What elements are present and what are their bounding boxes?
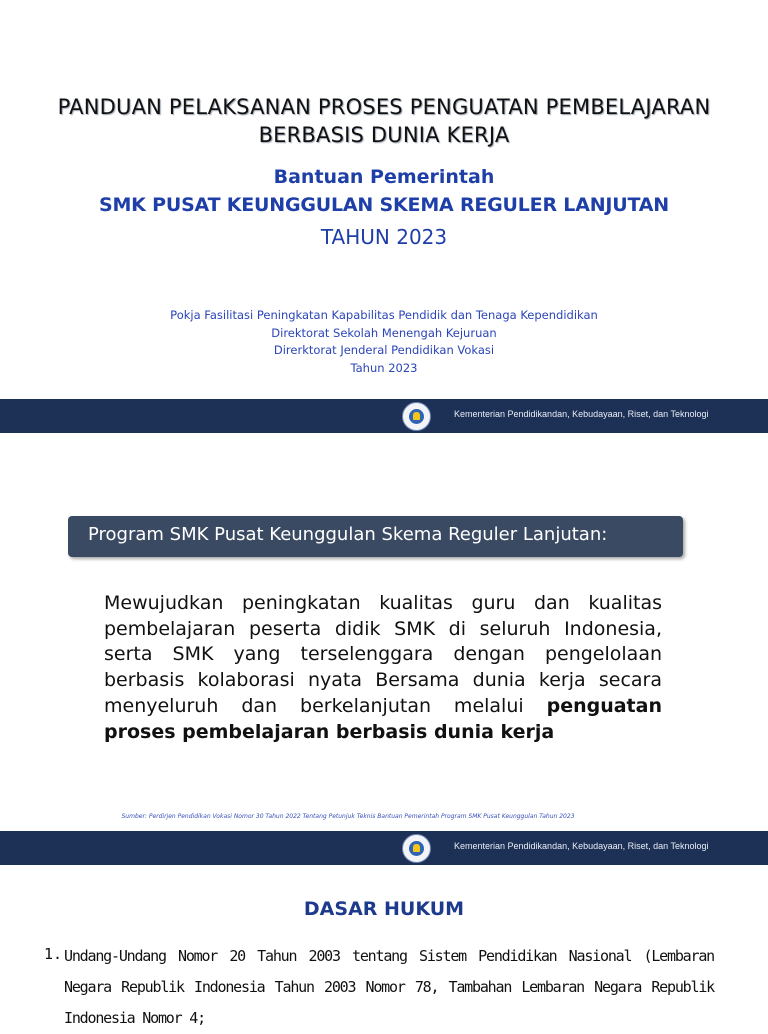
legal-basis-heading: DASAR HUKUM [303, 898, 465, 920]
footer-bar [0, 399, 768, 433]
org-line: Pokja Fasilitasi Peningkatan Kapabilitas Pendidik dan Tenaga Kependidikan [170, 308, 598, 322]
org-line: Tahun 2023 [350, 360, 418, 375]
ministry-logo-icon [402, 834, 431, 863]
list-item-number: 1. [44, 945, 63, 963]
ministry-name: Kementerian Pendidikandan, Kebudayaan, Riset, dan Teknologi [454, 409, 709, 419]
subtitle-bantuan: Bantuan Pemerintah [273, 166, 495, 188]
subtitle-program: SMK PUSAT KEUNGGULAN SKEMA REGULER LANJUTAN [98, 194, 670, 216]
program-heading: Program SMK Pusat Keunggulan Skema Reguler Lanjutan: [88, 524, 608, 545]
program-heading-box [68, 516, 683, 557]
description-emphasis: penguatan proses pembelajaran berbasis dunia kerja [104, 694, 662, 743]
ministry-name: Kementerian Pendidikandan, Kebudayaan, Riset, dan Teknologi [454, 841, 709, 851]
ministry-logo-icon [402, 402, 431, 431]
title-line-1: PANDUAN PELAKSANAN PROSES PENGUATAN PEMBELAJARAN [57, 95, 711, 119]
document-title [0, 93, 768, 149]
source-note: Sumber: Perdirjen Pendidikan Vokasi Nomor 30 Tahun 2022 Tentang Petunjuk Teknis Bantuan Pemerintah Program SMK Pusat Keunggulan Tahun 2023 [121, 813, 575, 820]
subtitle-year: TAHUN 2023 [320, 225, 448, 249]
footer-bar [0, 831, 768, 865]
program-description [104, 591, 662, 745]
organization-block [0, 307, 768, 377]
title-line-2: BERBASIS DUNIA KERJA [258, 123, 510, 147]
org-line: Direktorat Sekolah Menengah Kejuruan [271, 325, 497, 340]
list-item: Undang-Undang Nomor 20 Tahun 2003 tentang Sistem Pendidikan Nasional (Lembaran Negara Republik Indonesia Tahun 2003 Nomor 78, Tambahan Lembaran Negara Republik Indonesia Nomor 4; [64, 947, 714, 1027]
org-line: Direrktorat Jenderal Pendidikan Vokasi [273, 343, 495, 357]
description-text: Mewujudkan peningkatan kualitas guru dan kualitas pembelajaran peserta didik SMK di seluruh Indonesia, serta SMK yang terselenggara dengan pengelolaan berbasis kolaborasi nyata Bersama dunia kerja secara menyeluruh dan berkelanjutan melalui [104, 592, 662, 717]
